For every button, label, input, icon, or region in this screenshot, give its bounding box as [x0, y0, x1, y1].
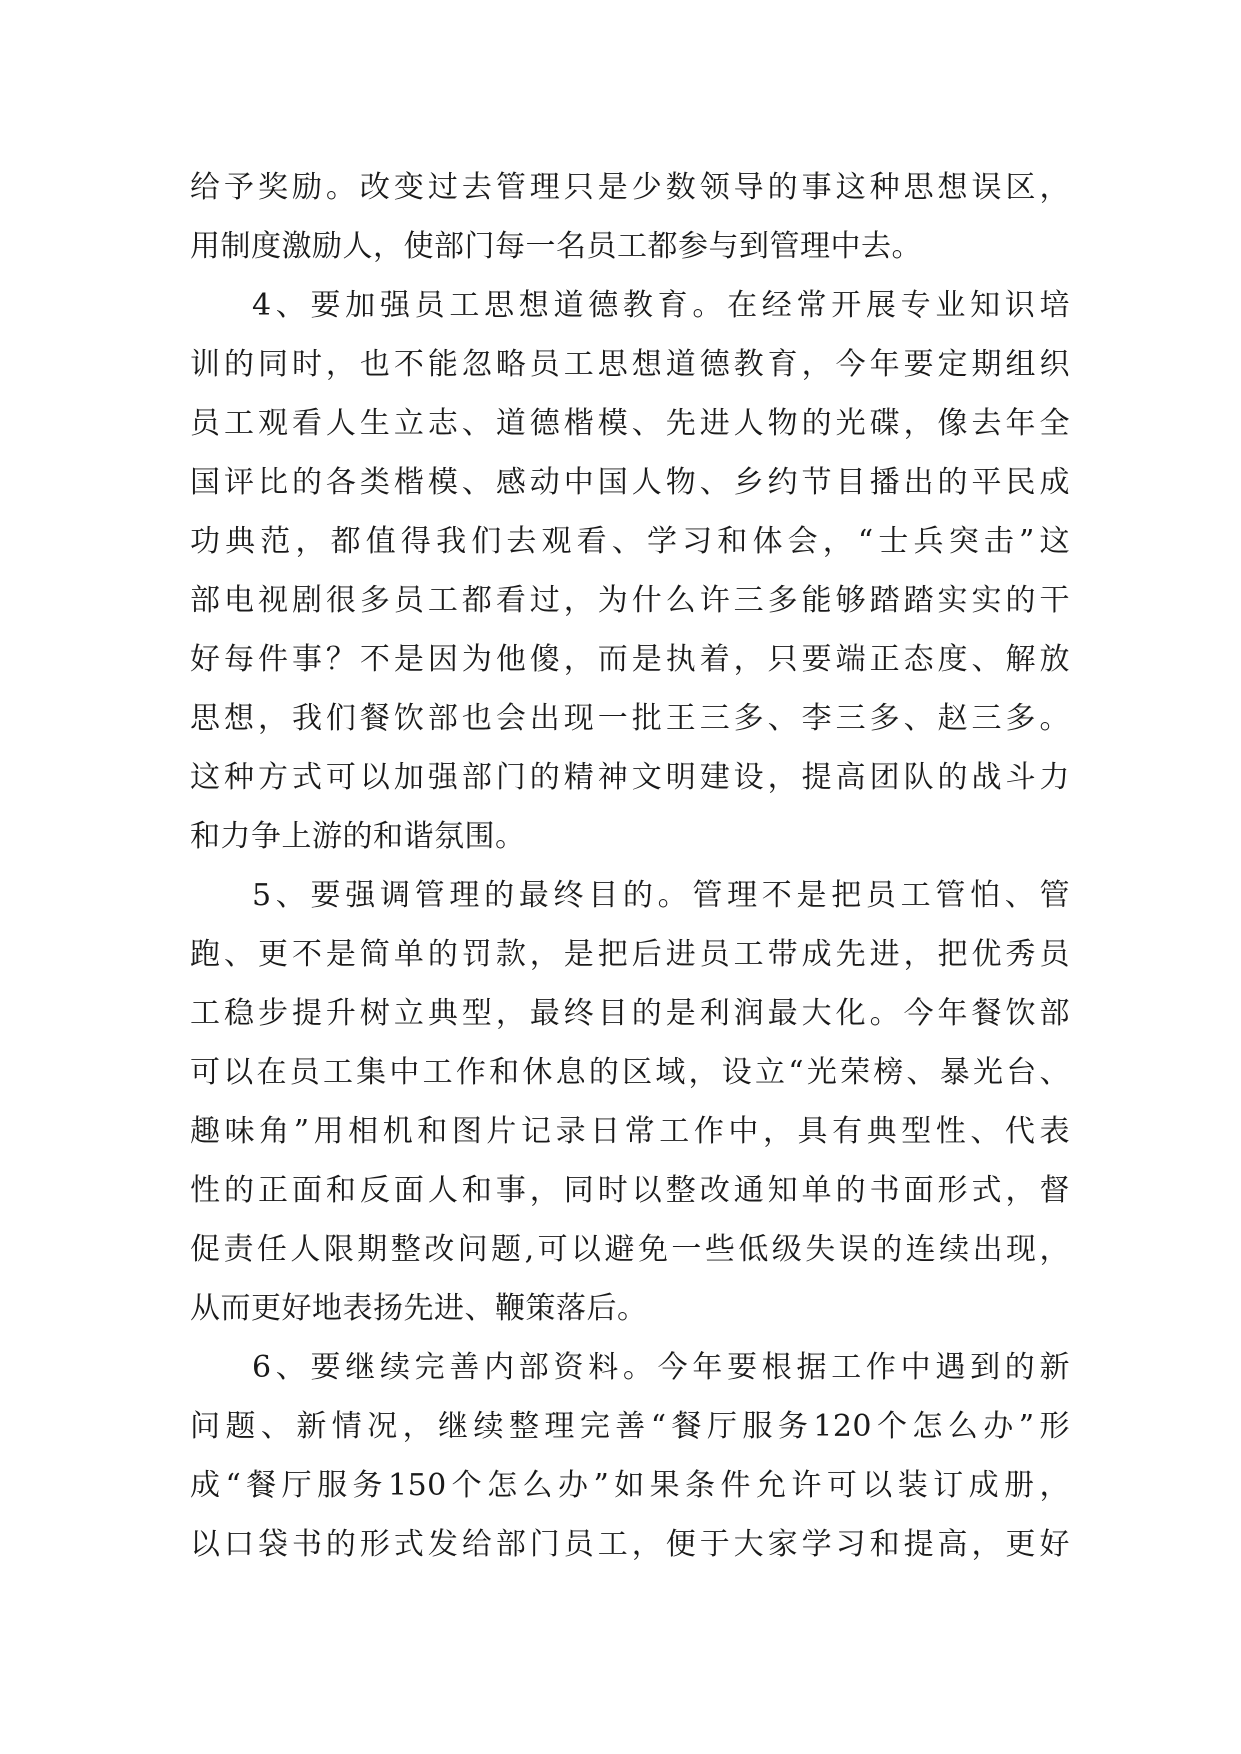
paragraph-first-line: 6、要继续完善内部资料。今年要根据工作中遇到的新 — [252, 1350, 1070, 1385]
text-line: 好每件事？不是因为他傻，而是执着，只要端正态度、解放 — [190, 642, 1070, 677]
body-text — [190, 158, 1070, 1574]
text-line: 工稳步提升树立典型，最终目的是利润最大化。今年餐饮部 — [190, 996, 1070, 1031]
text-line: 和力争上游的和谐氛围。 — [190, 819, 526, 854]
text-line: 成“餐厅服务150个怎么办”如果条件允许可以装订成册， — [190, 1468, 1070, 1503]
text-line: 跑、更不是简单的罚款，是把后进员工带成先进，把优秀员 — [190, 937, 1070, 972]
text-line: 功典范，都值得我们去观看、学习和体会，“士兵突击”这 — [190, 524, 1070, 559]
text-line: 问题、新情况，继续整理完善“餐厅服务120个怎么办”形 — [190, 1409, 1070, 1444]
text-line: 部电视剧很多员工都看过，为什么许三多能够踏踏实实的干 — [190, 583, 1070, 618]
text-line: 可以在员工集中工作和休息的区域，设立“光荣榜、暴光台、 — [190, 1055, 1070, 1090]
text-line: 思想，我们餐饮部也会出现一批王三多、李三多、赵三多。 — [190, 701, 1070, 736]
text-line: 给予奖励。改变过去管理只是少数领导的事这种思想误区， — [190, 170, 1070, 205]
text-line: 用制度激励人，使部门每一名员工都参与到管理中去。 — [190, 229, 922, 264]
text-line: 国评比的各类楷模、感动中国人物、乡约节目播出的平民成 — [190, 465, 1070, 500]
text-line: 训的同时，也不能忽略员工思想道德教育，今年要定期组织 — [190, 347, 1070, 382]
paragraph-first-line: 5、要强调管理的最终目的。管理不是把员工管怕、管 — [252, 878, 1070, 913]
text-line: 性的正面和反面人和事，同时以整改通知单的书面形式，督 — [190, 1173, 1070, 1208]
text-line: 趣味角”用相机和图片记录日常工作中，具有典型性、代表 — [190, 1114, 1070, 1149]
paragraph-first-line: 4、要加强员工思想道德教育。在经常开展专业知识培 — [252, 288, 1070, 323]
text-line: 这种方式可以加强部门的精神文明建设，提高团队的战斗力 — [190, 760, 1070, 795]
text-line: 促责任人限期整改问题,可以避免一些低级失误的连续出现， — [190, 1232, 1070, 1267]
text-line: 员工观看人生立志、道德楷模、先进人物的光碟，像去年全 — [190, 406, 1070, 441]
text-line: 从而更好地表扬先进、鞭策落后。 — [190, 1291, 648, 1326]
text-line: 以口袋书的形式发给部门员工，便于大家学习和提高，更好 — [190, 1527, 1070, 1562]
